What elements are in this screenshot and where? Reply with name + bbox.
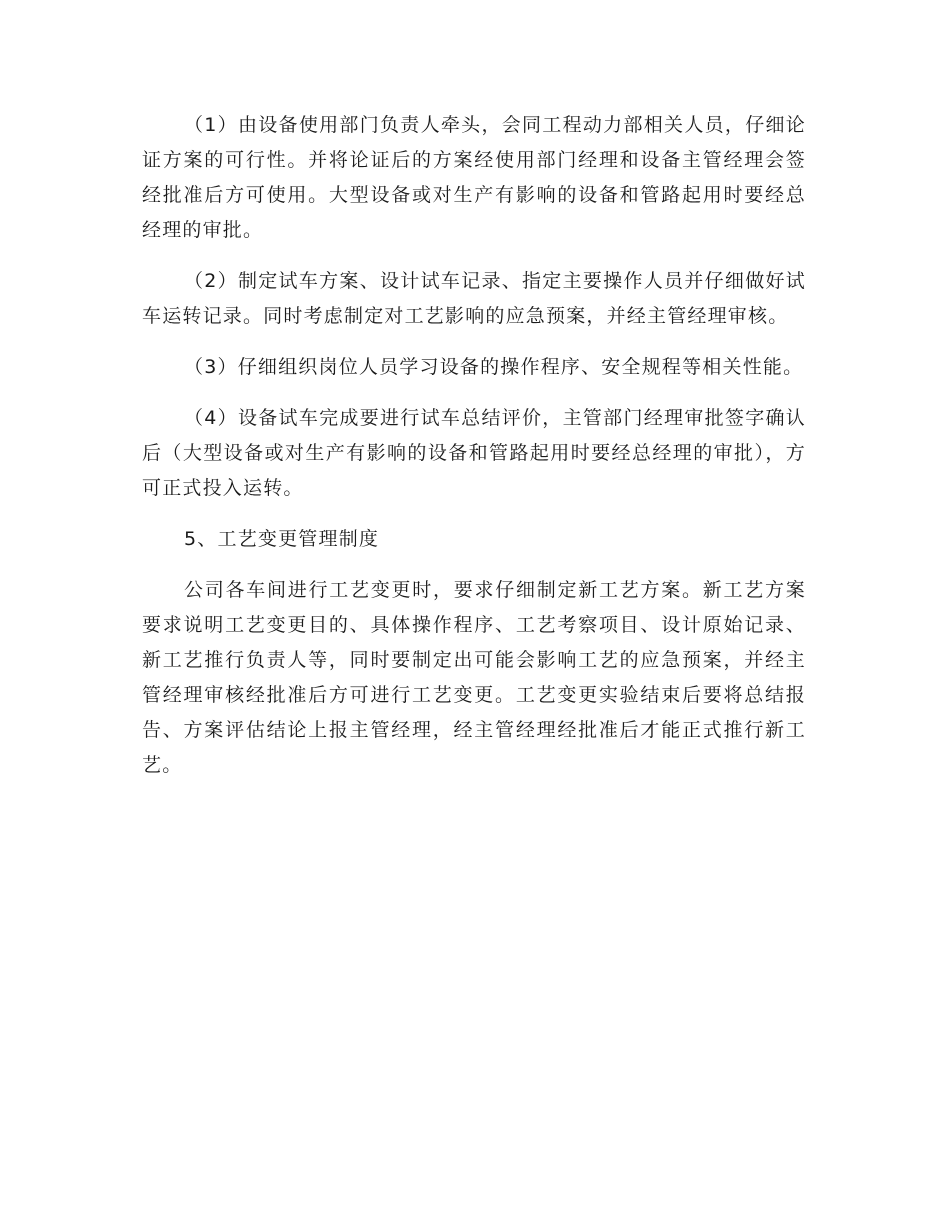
paragraph-2: （2）制定试车方案、设计试车记录、指定主要操作人员并仔细做好试车运转记录。同时考虑制定对工艺影响的应急预案，并经主管经理审核。 (142, 270, 806, 327)
paragraph-1: （1）由设备使用部门负责人牵头，会同工程动力部相关人员，仔细论证方案的可行性。并将论证后的方案经使用部门经理和设备主管经理会签经批准后方可使用。大型设备或对生产有影响的设备和管路起用时要经总经理的审批。 (142, 114, 806, 241)
document-body (142, 108, 806, 799)
paragraph-3: （3）仔细组织岗位人员学习设备的操作程序、安全规程等相关性能。 (184, 356, 804, 378)
section-body: 公司各车间进行工艺变更时，要求仔细制定新工艺方案。新工艺方案要求说明工艺变更目的、具体操作程序、工艺考察项目、设计原始记录、新工艺推行负责人等，同时要制定出可能会影响工艺的应急预案，并经主管经理审核经批准后方可进行工艺变更。工艺变更实验结束后要将总结报告、方案评估结论上报主管经理，经主管经理经批准后才能正式推行新工艺。 (142, 579, 806, 776)
paragraph-4: （4）设备试车完成要进行试车总结评价，主管部门经理审批签字确认后（大型设备或对生产有影响的设备和管路起用时要经总经理的审批），方可正式投入运转。 (142, 407, 806, 499)
section-heading: 5、工艺变更管理制度 (184, 528, 380, 550)
